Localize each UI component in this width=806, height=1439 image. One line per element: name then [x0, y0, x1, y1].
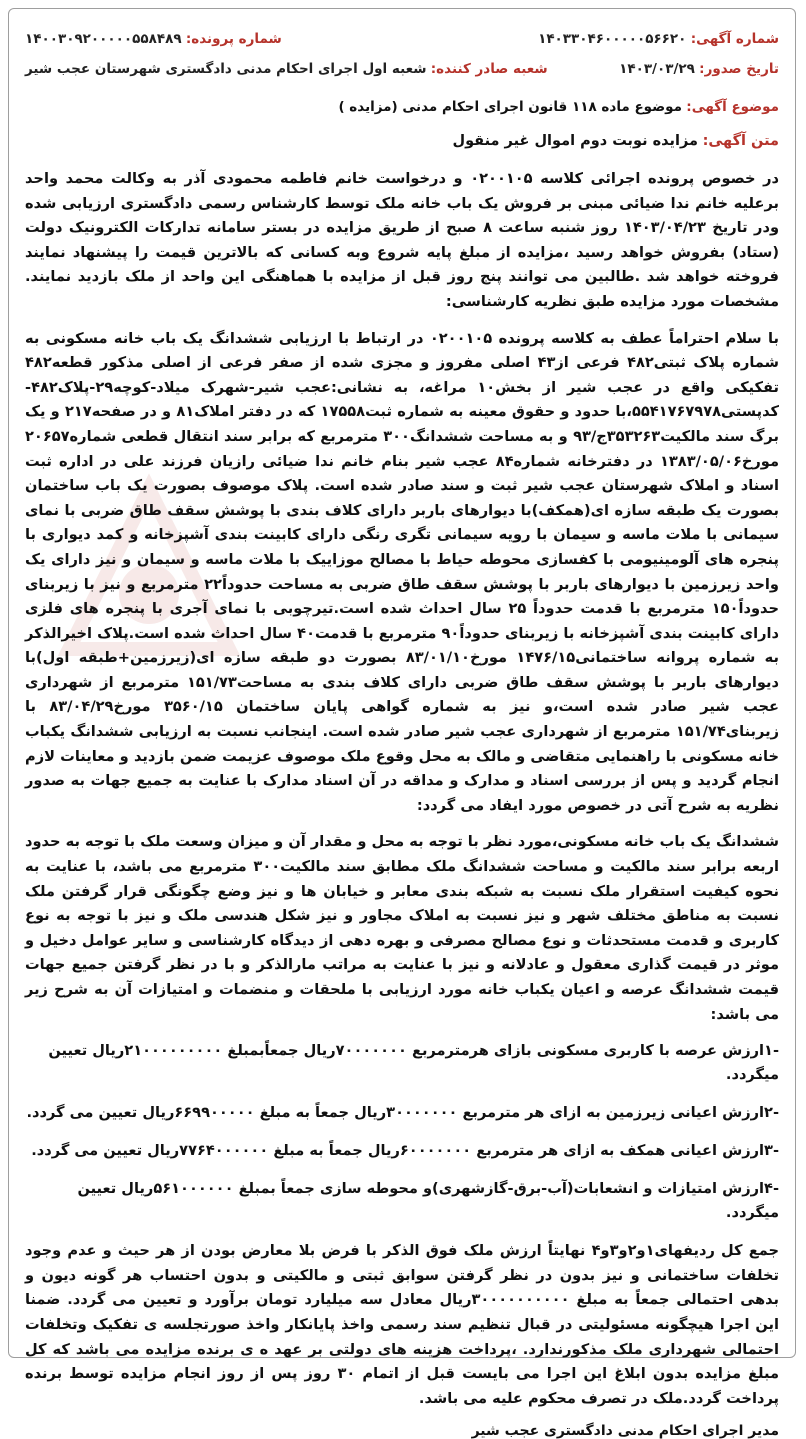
valuation-item-3: -۳ارزش اعیانی همکف به ازای هر مترمربع ۶۰۰۰۰۰۰۰ریال جمعاً به مبلغ ۷۷۶۴۰۰۰۰۰۰ریال تعیین می گردد. — [31, 1142, 779, 1160]
issuer-value: شعبه اول اجرای احکام مدنی دادگستری شهرستان عجب شیر — [25, 61, 427, 77]
valuation-item-2: -۲ارزش اعیانی زیرزمین به ازای هر مترمربع ۳۰۰۰۰۰۰۰ریال جمعاً به مبلغ ۶۶۹۹۰۰۰۰۰ریال تعیین می گردد. — [26, 1104, 779, 1122]
ad-text-line — [25, 133, 779, 149]
header-row-1 — [25, 31, 779, 47]
notice-content — [9, 9, 795, 1439]
issue-date-label: تاریخ صدور: — [699, 61, 779, 77]
valuation-item-4: -۴ارزش امتیازات و انشعابات(آب-برق-گازشهری)و محوطه سازی جمعاً بمبلغ ۵۶۱۰۰۰۰۰۰ریال تعیین میگردد. — [77, 1180, 779, 1222]
paragraph-conclusion: جمع کل ردیفهای۱و۲و۳و۴ نهایتاً ارزش ملک فوق الذکر با فرض بلا معارض بودن از هر حیث و عدم وجود تخلفات ساختمانی و نیز بدون در نظر گرفتن سوابق ثبتی و مالکیتی و بدون احتساب هر گونه دیون و بدهی احتمالی جمعاً به مبلغ ۳۰۰۰۰۰۰۰۰۰۰ریال معادل سه میلیارد تومان برآورد و تعیین می گردد. ضمنا این اجرا هیچگونه مسئولیتی در قبال تنظیم سند رسمی واخذ پایانکار واخذ صورتجلسه ی تفکیک وتخلفات احتمالی شهرداری ملک مذکورندارد. ،پرداخت هزینه های دولتی بر عهد ه ی برنده مزایده می باشد که کل مبلغ مزایده بدون ابلاغ این اجرا می بایست قبل از اتمام ۳۰ روز پس از روز انجام مزایده توسط برنده پرداخت گردد.ملک در تصرف محکوم علیه می باشد. — [25, 1242, 779, 1407]
ad-number-value: ۱۴۰۳۳۰۴۶۰۰۰۰۰۵۶۶۲۰ — [538, 31, 687, 47]
ad-number — [538, 31, 779, 47]
subject-line — [25, 99, 779, 115]
file-number-value: ۱۴۰۰۳۰۹۲۰۰۰۰۰۵۵۸۴۸۹ — [25, 31, 182, 47]
notice-card — [8, 8, 796, 1439]
issuer — [25, 61, 548, 77]
issue-date — [619, 61, 779, 77]
file-number — [25, 31, 282, 47]
issue-date-value: ۱۴۰۳/۰۳/۲۹ — [619, 61, 695, 77]
paragraph-intro: در خصوص پرونده اجرائی کلاسه ۰۲۰۰۱۰۵ و درخواست خانم فاطمه محمودی آذر به وکالت محمد واحد برعلیه خانم ندا ضیائی مبنی بر فروش یک باب خانه ملک توسط کارشناس رسمی دادگستری ارزیابی شده ودر تاریخ ۱۴۰۳/۰۴/۲۳ روز شنبه ساعت ۸ صبح از طریق مزایده در بستر سامانه تدارکات الکترونیک دولت (ستاد) بفروش خواهد رسید ،مزایده از مبلغ پایه شروع وبه کسانی که بالاترین قیمت را پیشنهاد نمایند فروخته خواهد شد .طالبین می توانند پنج روز قبل از مزایده با هماهنگی این واحد از ملک بازدید نمایند. مشخصات مورد مزایده طبق نظریه کارشناسی: — [25, 170, 780, 310]
signature: مدیر اجرای احکام مدنی دادگستری عجب شیر — [471, 1423, 779, 1439]
paragraph-expert-report: با سلام احتراماً عطف به کلاسه پرونده ۰۲۰۰۱۰۵ در ارتباط با ارزیابی ششدانگ یک باب خانه مسکونی به شماره پلاک ثبتی۴۸۲ فرعی از۴۳ اصلی مفروز و مجزی شده از صفر فرعی از اصلی مذکور قطعه۴۸۲ تفکیکی واقع در عجب شیر از بخش۱۰ مراغه، به نشانی:عجب شیر-شهرک میلاد-کوچه۲۹-پلاک۴۸۲-کدپستی۵۵۴۱۷۶۷۹۷۸،با حدود و حقوق معینه به شماره ثبت۱۷۵۵۸ که در دفتر املاک۸۱ و در صفحه۲۱۷ و یک برگ سند مالکیت۳۵۳۲۶۳ج/۹۳ و به مساحت ششدانگ۳۰۰ مترمربع که برابر سند انتقال قطعی شماره۲۰۶۵۷ مورخ۱۳۸۳/۰۵/۰۶ در دفترخانه شماره۸۴ عجب شیر بنام خانم ندا ضیائی رازیان فرزند علی در اداره ثبت اسناد و املاک شهرستان عجب شیر ثبت و سند صادر شده است. پلاک موصوف بصورت یک باب ساختمان بصورت یک طبقه سازه ای(همکف)با دیوارهای باربر دارای کلاف بندی با پوشش سقف طاق ضربی با نمای سیمانی با ملات ماسه و سیمان با رویه سیمانی تگری رنگی دارای کابینت بندی آشپزخانه و کمد دیواری با پنجره های آلومینیومی با کفسازی محوطه حیاط با مصالح موزاییک با ملات ماسه و سیمان و نیز دارای یک واحد زیرزمین با دیوارهای باربر با پوشش سقف طاق ضربی به مساحت حدوداً۲۲ مترمربع و نیز با زیربنای حدوداً۱۵۰ مترمربع با قدمت حدوداً ۲۵ سال احداث شده است.تیرچوبی با نمای آجری با پنجره های فلزی دارای کابینت بندی آشپزخانه با زیربنای حدوداً۹۰ مترمربع با قدمت۴۰ سال احداث شده است.پلاک اخیرالذکر به شماره پروانه ساختمانی۱۴۷۶/۱۵ مورخ۸۳/۰۱/۱۰ بصورت دو طبقه سازه ای(زیرزمین+طبقه اول)با دیوارهای باربر با پوشش سقف طاق ضربی دارای کلاف بندی به مساحت۱۵۱/۷۳ مترمربع از شهرداری عجب شیر صادر شده است،و نیز به شماره گواهی پایان ساختمان ۳۵۶۰/۱۵ مورخ۸۳/۰۴/۲۹ با زیربنای۱۵۱/۷۴ مترمربع از شهرداری عجب شیر صادر شده است. اینجانب نسبت به ارزیابی ششدانگ یکباب خانه مسکونی با راهنمایی متقاضی و مالک به محل وقوع ملک موصوف عزیمت ضمن بازدید و معاینات لازم انجام گردید و پس از بررسی اسناد و مدارک و مداقه در آن اسناد مدارک با عنایت به جمیع جهات به صدور نظریه به شرح آتی در خصوص مورد ایفاد می گردد: — [25, 329, 780, 814]
subject-value: موضوع ماده ۱۱۸ قانون اجرای احکام مدنی (مزایده ) — [338, 99, 682, 115]
valuation-item-1: -۱ارزش عرصه با کاربری مسکونی بازای هرمترمربع ۷۰۰۰۰۰۰۰ریال جمعاًبمبلغ ۲۱۰۰۰۰۰۰۰۰۰ریال تعیین میگردد. — [48, 1042, 779, 1084]
ad-number-label: شماره آگهی: — [690, 31, 779, 47]
ad-text-value: مزایده نوبت دوم اموال غیر منقول — [452, 133, 698, 149]
header-row-2 — [25, 61, 779, 77]
file-number-label: شماره پرونده: — [185, 31, 282, 47]
paragraph-valuation-basis: ششدانگ یک باب خانه مسکونی،مورد نظر با توجه به محل و مقدار آن و میزان وسعت ملک با توجه به حدود اربعه برابر سند مالکیت و مساحت ششدانگ ملک مطابق سند مالکیت۳۰۰ مترمربع می باشد، با عنایت به نحوه کیفیت استقرار ملک نسبت به شبکه بندی معابر و خیابان ها و نیز وضع چگونگی قرار گرفتن ملک نسبت به مناطق مختلف شهر و نیز نسبت به املاک مجاور و نیز شکل هندسی ملک و نیز با توجه به نوع کاربری و قدمت مستحدثات و نوع مصالح مصرفی و بهره دهی از دیدگاه کارشناسی و سایر عوامل دخیل و موثر در قیمت گذاری معقول و عادلانه و نیز با عنایت به مراتب مارالذکر و با در نظر گرفتن جمیع جهات قیمت ششدانگ عرصه و اعیان یکباب خانه مورد ارزیابی با ملحقات و منضمات و امتیازات آن به شرح زیر می باشد: — [25, 833, 779, 1023]
ad-text-label: متن آگهی: — [702, 133, 779, 149]
subject-label: موضوع آگهی: — [686, 99, 779, 115]
issuer-label: شعبه صادر کننده: — [430, 61, 548, 77]
